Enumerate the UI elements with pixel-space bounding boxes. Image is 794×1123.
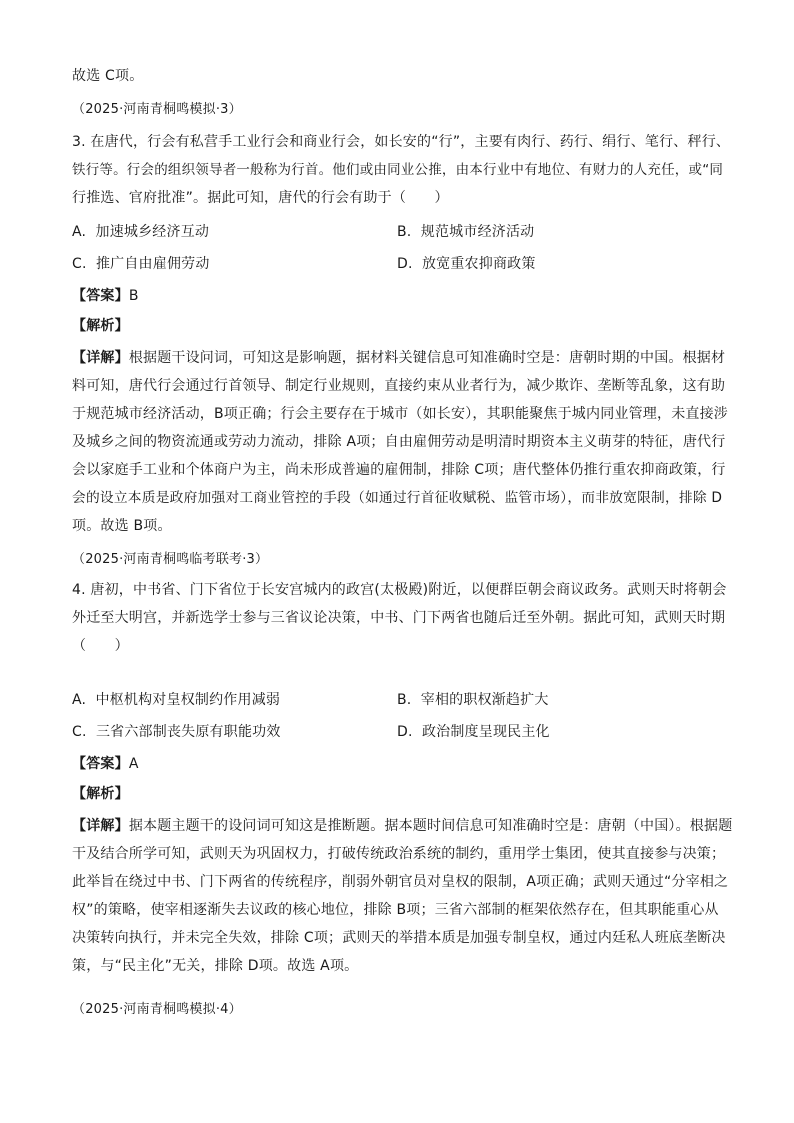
q3-option-d bbox=[397, 254, 727, 274]
option-label: B. bbox=[397, 692, 412, 708]
q3-detail-line-6: 会的设立本质是政府加强对工商业管控的手段（如通过行首征收赋税、监管市场），而非放宽限制，排除 D bbox=[72, 490, 723, 506]
q4-detail-line-6: 策，与“民主化”无关，排除 D项。故选 A项。 bbox=[72, 958, 359, 974]
option-label: B. bbox=[397, 224, 412, 240]
q4-answer bbox=[72, 754, 732, 774]
option-text: 规范城市经济活动 bbox=[420, 224, 535, 240]
q4-detail-line-4: 权”的策略，使宰相逐渐失去议政的核心地位，排除 B项；三省六部制的框架依然存在，但其职能重心从 bbox=[72, 902, 719, 918]
q3-source: （2025·河南青桐鸣模拟·3） bbox=[72, 102, 242, 117]
q3-detail-line-7: 项。故选 B项。 bbox=[72, 518, 172, 534]
answer-tag: 【答案】 bbox=[72, 756, 129, 772]
q4-stem-line-3: （ ） bbox=[72, 638, 129, 654]
q3-detail-line-1 bbox=[72, 348, 732, 368]
q3-stem-line-3: 行推选、官府批准”。据此可知，唐代的行会有助于（ ） bbox=[72, 190, 449, 206]
option-text: 推广自由雇佣劳动 bbox=[95, 256, 210, 272]
q3-answer bbox=[72, 286, 732, 306]
q5-source: （2025·河南青桐鸣模拟·4） bbox=[72, 1002, 242, 1017]
detail-text: 根据题干设问词，可知这是影响题，据材料关键信息可知准确时空是：唐朝时期的中国。根据材 bbox=[128, 350, 726, 366]
q3-detail-line-5: 会以家庭手工业和个体商户为主，尚未形成普遍的雇佣制，排除 C项；唐代整体仍推行重农抑商政策，行 bbox=[72, 462, 726, 478]
q4-detail-line-2: 干及结合所学可知，武则天为巩固权力，打破传统政治系统的制约，重用学士集团，使其直接参与决策； bbox=[72, 846, 726, 862]
q3-analysis-tag bbox=[72, 316, 732, 336]
analysis-tag: 【解析】 bbox=[72, 318, 129, 334]
q3-detail-line-4: 及城乡之间的物资流通或劳动力流动，排除 A项；自由雇佣劳动是明清时期资本主义萌芽的特征，唐代行 bbox=[72, 434, 726, 450]
q3-stem-line-1: 3. 在唐代，行会有私营手工业行会和商业行会，如长安的“行”，主要有肉行、药行、绢行、笔行、秤行、 bbox=[72, 134, 731, 150]
q4-stem-line-1: 4. 唐初，中书省、门下省位于长安宫城内的政宫(太极殿)附近，以便群臣朝会商议政务。武则天时将朝会 bbox=[72, 582, 727, 598]
q4-detail-line-5: 决策转向执行，并未完全失效，排除 C项；武则天的举措本质是加强专制皇权，通过内廷私人班底垄断决 bbox=[72, 930, 726, 946]
option-text: 中枢机构对皇权制约作用减弱 bbox=[95, 692, 281, 708]
option-label: D. bbox=[397, 256, 413, 272]
option-label: C. bbox=[72, 724, 87, 740]
answer-tag: 【答案】 bbox=[72, 288, 129, 304]
detail-text: 据本题主题干的设问词可知这是推断题。据本题时间信息可知准确时空是：唐朝（中国）。根据题 bbox=[128, 818, 733, 834]
option-text: 加速城乡经济互动 bbox=[95, 224, 210, 240]
q3-option-b bbox=[397, 222, 727, 242]
q3-stem-line-2: 铁行等。行会的组织领导者一般称为行首。他们或由同业公推，由本行业中有地位、有财力的人充任，或“同 bbox=[72, 162, 724, 178]
option-label: C. bbox=[72, 256, 87, 272]
detail-tag: 【详解】 bbox=[72, 818, 129, 834]
option-text: 政治制度呈现民主化 bbox=[421, 724, 550, 740]
answer-value: A bbox=[128, 756, 139, 772]
detail-tag: 【详解】 bbox=[72, 350, 129, 366]
q4-analysis-tag bbox=[72, 784, 732, 804]
option-label: D. bbox=[397, 724, 413, 740]
option-label: A. bbox=[72, 224, 87, 240]
q4-detail-line-1 bbox=[72, 816, 732, 836]
option-text: 宰相的职权渐趋扩大 bbox=[420, 692, 549, 708]
answer-value: B bbox=[128, 288, 139, 304]
q4-source: （2025·河南青桐鸣临考联考·3） bbox=[72, 552, 269, 567]
q4-detail-line-3: 此举旨在绕过中书、门下两省的传统程序，削弱外朝官员对皇权的限制，A项正确；武则天通过“分宰相之 bbox=[72, 874, 729, 890]
previous-answer-line: 故选 C项。 bbox=[72, 68, 144, 84]
option-label: A. bbox=[72, 692, 87, 708]
q3-detail-line-3: 于规范城市经济活动，B项正确；行会主要存在于城市（如长安），其职能聚焦于城内同业管理，未直接涉 bbox=[72, 406, 729, 422]
analysis-tag: 【解析】 bbox=[72, 786, 129, 802]
option-text: 放宽重农抑商政策 bbox=[421, 256, 536, 272]
q4-stem-line-2: 外迁至大明宫，并新选学士参与三省议论决策，中书、门下两省也随后迁至外朝。据此可知，武则天时期 bbox=[72, 610, 726, 626]
q4-option-b bbox=[397, 690, 727, 710]
option-text: 三省六部制丧失原有职能功效 bbox=[95, 724, 281, 740]
q3-detail-line-2: 料可知，唐代行会通过行首领导、制定行业规则，直接约束从业者行为，减少欺诈、垄断等乱象，这有助 bbox=[72, 378, 726, 394]
q4-option-d bbox=[397, 722, 727, 742]
